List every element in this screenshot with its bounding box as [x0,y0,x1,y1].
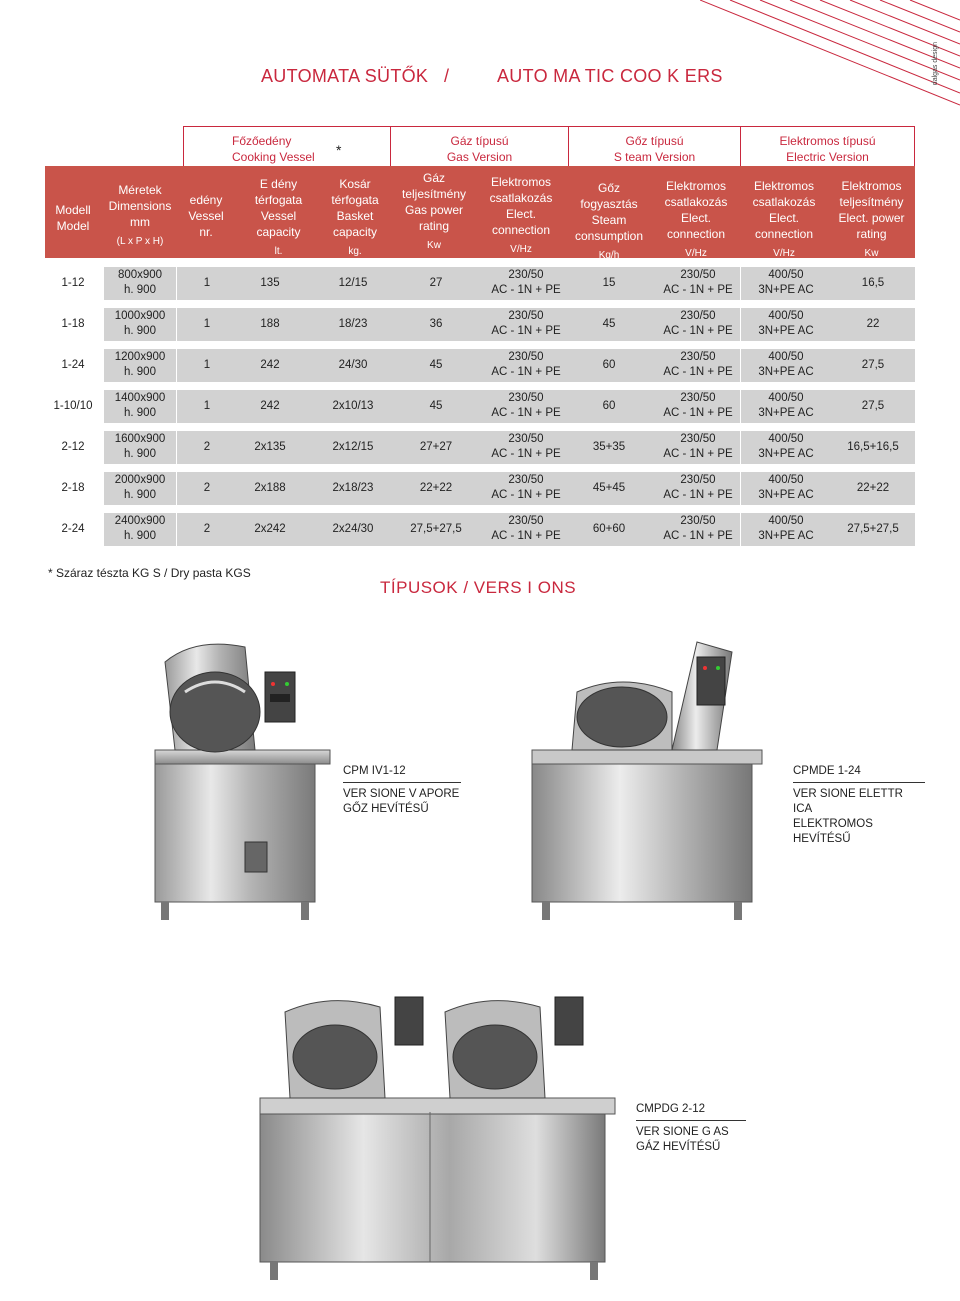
cell-el-kw [832,399,914,414]
cell-value: AC - 1N + PE [663,284,733,296]
machine-gas-image [250,962,620,1282]
version-steam [343,764,461,817]
cell-nr [184,399,230,414]
header-col-7-line: fogyasztás [580,197,638,211]
column-divider [176,266,177,553]
cell-el-v [740,309,832,339]
cell-value: 2x135 [254,441,286,453]
title-hungarian: AUTOMATA SÜTŐK [261,66,429,86]
cell-vessel [230,276,310,291]
header-col-2-line: Vessel [188,209,224,223]
cell-value: 230/50 [508,433,544,445]
version-steam-hu: GŐZ HEVÍTÉSŰ [343,803,429,815]
cell-value: 27 [429,277,443,289]
cell-value: 1000x900 [114,310,166,322]
cell-nr [184,522,230,537]
machine-steam-image [135,632,335,922]
cell-value: 60 [602,359,616,371]
versions-title: TÍPUSOK / VERS I ONS [380,578,577,597]
cell-basket [310,481,396,496]
version-gas-code: CMPDG 2-12 [636,1102,746,1121]
cell-value: h. 900 [124,489,156,501]
cell-value: 230/50 [508,515,544,527]
cell-value: 1 [203,359,211,371]
cell-dim [104,514,176,544]
cell-nr [184,440,230,455]
cell-el-v [740,432,832,462]
cell-vessel [230,399,310,414]
header-col-9-line: Elect. [768,211,799,225]
cell-value: h. 900 [124,325,156,337]
cell-value: 1600x900 [114,433,166,445]
cell-value: 2x188 [254,482,286,494]
cell-value: 2-18 [61,482,85,494]
cell-value: 27,5+27,5 [847,523,899,535]
group-vessel-hu: Főzőedény [232,134,292,148]
cell-value: 2x24/30 [332,523,374,535]
header-col-5-line: rating [418,219,450,233]
cell-value: 188 [260,318,280,330]
cell-gas-kw [396,399,476,414]
logo-text: dalgas design [932,42,939,86]
header-col-8-line: csatlakozás [664,195,728,209]
cell-value: AC - 1N + PE [491,284,561,296]
cell-value: 1 [203,277,211,289]
header-col-5-line: Gas power [404,203,464,217]
header-col-7 [566,180,652,264]
cell-value: 2400x900 [114,515,166,527]
header-col-3-unit: lt. [274,246,283,257]
header-col-6-line: connection [491,223,551,237]
version-electric-it: VER SIONE ELETTR ICA [793,788,903,815]
group-vessel-en: Cooking Vessel [232,150,315,164]
cell-value: 3N+PE AC [758,530,814,542]
header-col-3-line: capacity [256,225,301,239]
cell-steam [572,358,646,373]
cell-value: 2 [203,482,211,494]
version-electric [793,764,925,847]
cell-gas-v [476,309,576,339]
header-col-10-unit: Kw [864,248,879,259]
cell-gas-kw [396,358,476,373]
cell-dim [104,391,176,421]
header-col-10-line: Elektromos [841,179,902,193]
header-col-1 [101,182,179,250]
header-col-10-line: teljesítmény [839,195,904,209]
header-col-6-line: Elektromos [490,175,552,189]
cell-value: 22+22 [856,482,890,494]
cell-dim [104,268,176,298]
cell-value: 3N+PE AC [758,325,814,337]
header-col-0-line: Model [56,219,90,233]
cell-value: AC - 1N + PE [491,325,561,337]
corner-decoration [700,0,960,140]
cell-value: 45 [602,318,616,330]
cell-value: 230/50 [680,433,716,445]
cell-value: 22+22 [419,482,453,494]
header-col-9 [740,178,828,262]
header-col-6 [476,174,566,258]
cell-dim [104,473,176,503]
header-col-4-line: Kosár [339,177,371,191]
cell-el-v [740,391,832,421]
cell-steam [572,276,646,291]
cell-value: AC - 1N + PE [491,489,561,501]
cell-value: 3N+PE AC [758,366,814,378]
cell-value: 230/50 [680,515,716,527]
cell-el-v [740,268,832,298]
cell-vessel [230,481,310,496]
cell-value: h. 900 [124,366,156,378]
cell-value: 27,5 [861,400,885,412]
header-col-0-line: Modell [55,203,91,217]
version-gas-hu: GÁZ HEVÍTÉSŰ [636,1141,721,1153]
cell-value: 2x242 [254,523,286,535]
header-col-6-line: Elect. [505,207,536,221]
column-divider [740,266,741,553]
header-col-5-line: Gáz [422,171,445,185]
cell-gas-kw [396,440,476,455]
cell-value: 400/50 [768,392,804,404]
cell-vessel [230,522,310,537]
cell-value: 1-18 [61,318,85,330]
header-col-7-line: Gőz [597,181,620,195]
cell-gas-v [476,268,576,298]
machine-electric-image [522,632,772,922]
cell-basket [310,399,396,414]
cell-value: 135 [260,277,280,289]
cell-steam [572,399,646,414]
header-col-5-line: teljesítmény [401,187,467,201]
cell-vessel [230,358,310,373]
header-col-10-line: rating [856,227,887,241]
cell-value: 230/50 [508,310,544,322]
cell-steam [572,317,646,332]
header-col-5-unit: Kw [427,240,441,251]
cell-value: 230/50 [680,351,716,363]
cell-gas-v [476,432,576,462]
cell-st-v [646,350,750,380]
cell-el-v [740,514,832,544]
group-steam-en: S team Version [613,150,696,164]
cell-el-kw [832,276,914,291]
header-col-9-line: connection [754,227,814,241]
cell-st-v [646,432,750,462]
cell-value: 400/50 [768,351,804,363]
cell-model [45,358,101,373]
cell-value: AC - 1N + PE [663,366,733,378]
cell-model [45,481,101,496]
version-electric-hu: ELEKTROMOS HEVÍTÉSŰ [793,818,873,845]
footnote-marker: * [336,142,342,158]
cell-value: 18/23 [338,318,368,330]
group-steam-hu: Gőz típusú [625,134,684,148]
cell-value: 2x10/13 [332,400,374,412]
header-col-3 [231,176,326,260]
cell-steam [572,440,646,455]
cell-el-v [740,350,832,380]
header-col-9-line: Elektromos [753,179,815,193]
cell-st-v [646,309,750,339]
cell-value: 242 [260,359,280,371]
cell-value: 230/50 [508,351,544,363]
cell-st-v [646,391,750,421]
cell-value: AC - 1N + PE [491,366,561,378]
cell-el-kw [832,522,914,537]
cell-el-kw [832,481,914,496]
cell-value: 2 [203,523,211,535]
cell-value: 16,5+16,5 [847,441,899,453]
cell-basket [310,522,396,537]
cell-value: 230/50 [680,474,716,486]
cell-value: 400/50 [768,269,804,281]
group-gas [390,126,568,166]
title-separator: / [444,66,450,86]
header-col-8-line: Elektromos [665,179,727,193]
cell-el-kw [832,440,914,455]
header-col-2 [181,192,231,240]
cell-value: 230/50 [508,269,544,281]
cell-el-kw [832,317,914,332]
cell-nr [184,276,230,291]
header-col-5 [392,170,476,254]
cell-dim [104,309,176,339]
cell-gas-v [476,473,576,503]
cell-st-v [646,514,750,544]
version-gas-it: VER SIONE G AS [636,1126,729,1138]
cell-basket [310,358,396,373]
cell-value: 242 [260,400,280,412]
header-col-4-unit: kg. [348,246,362,257]
group-gas-en: Gas Version [446,150,513,164]
header-col-7-unit: Kg/h [598,250,620,261]
header-col-7-line: consumption [574,229,644,243]
cell-value: 12/15 [338,277,368,289]
cell-value: 230/50 [680,310,716,322]
header-col-4-line: Basket [336,209,374,223]
cell-dim [104,432,176,462]
group-steam [568,126,740,166]
header-col-0 [45,202,101,234]
header-col-4 [320,176,390,260]
cell-value: 45+45 [592,482,626,494]
header-col-6-unit: V/Hz [510,244,532,255]
cell-gas-kw [396,522,476,537]
header-col-8-line: Elect. [680,211,711,225]
cell-value: 35+35 [592,441,626,453]
cell-el-v [740,473,832,503]
cell-value: 16,5 [861,277,885,289]
cell-nr [184,481,230,496]
cell-value: 230/50 [508,392,544,404]
cell-value: 45 [429,359,443,371]
cell-value: 230/50 [508,474,544,486]
cell-model [45,399,101,414]
cell-value: h. 900 [124,284,156,296]
cell-value: 27+27 [419,441,453,453]
cell-value: h. 900 [124,530,156,542]
cell-value: 1400x900 [114,392,166,404]
cell-nr [184,317,230,332]
cell-basket [310,317,396,332]
cell-vessel [230,317,310,332]
cell-value: 27,5 [861,359,885,371]
header-col-6-line: csatlakozás [489,191,553,205]
cell-value: 230/50 [680,392,716,404]
title-english: AUTO MA TIC COO K ERS [497,66,723,86]
cell-value: AC - 1N + PE [663,530,733,542]
cell-value: AC - 1N + PE [663,407,733,419]
cell-value: 2000x900 [114,474,166,486]
cell-steam [572,481,646,496]
group-vessel [183,126,390,166]
footnote: * Száraz tészta KG S / Dry pasta KGS [48,566,251,580]
header-col-3-line: E dény [259,177,298,191]
header-col-10 [828,178,915,262]
cell-value: h. 900 [124,407,156,419]
cell-st-v [646,268,750,298]
cell-value: 36 [429,318,443,330]
header-col-8-unit: V/Hz [685,248,707,259]
cell-gas-kw [396,317,476,332]
cell-gas-v [476,391,576,421]
group-gas-hu: Gáz típusú [450,134,509,148]
cell-value: 400/50 [768,433,804,445]
cell-value: AC - 1N + PE [663,325,733,337]
cell-value: 1200x900 [114,351,166,363]
group-electric-en: Electric Version [786,150,869,164]
version-gas [636,1102,746,1155]
cell-gas-kw [396,276,476,291]
cell-value: 1 [203,318,211,330]
cell-value: 27,5+27,5 [410,523,462,535]
header-col-1-unit: (L x P x H) [116,236,164,247]
cell-value: 3N+PE AC [758,407,814,419]
group-electric-hu: Elektromos típusú [779,134,876,148]
cell-model [45,276,101,291]
cell-gas-v [476,514,576,544]
cell-value: 400/50 [768,310,804,322]
cell-value: AC - 1N + PE [491,407,561,419]
cell-el-kw [832,358,914,373]
header-col-3-line: Vessel [260,209,297,223]
header-col-9-line: csatlakozás [752,195,816,209]
header-col-7-line: Steam [591,213,627,227]
header-col-1-line: mm [130,215,150,229]
cell-value: 3N+PE AC [758,284,814,296]
cell-basket [310,440,396,455]
cell-value: 15 [602,277,616,289]
header-col-2-line: edény [189,193,223,207]
cell-basket [310,276,396,291]
version-steam-code: CPM IV1-12 [343,764,461,783]
cell-value: 1-24 [61,359,85,371]
cell-gas-v [476,350,576,380]
header-col-1-line: Dimensions [108,199,172,213]
header-col-9-unit: V/Hz [773,248,795,259]
cell-value: 60+60 [592,523,626,535]
cell-value: h. 900 [124,448,156,460]
header-col-4-line: capacity [332,225,378,239]
cell-value: 45 [429,400,443,412]
cell-value: 22 [866,318,880,330]
cell-value: 24/30 [338,359,368,371]
cell-value: AC - 1N + PE [491,530,561,542]
version-steam-it: VER SIONE V APORE [343,788,460,800]
cell-value: 2x12/15 [332,441,374,453]
header-col-8 [652,178,740,262]
cell-value: 400/50 [768,474,804,486]
version-electric-code: CPMDE 1-24 [793,764,925,783]
header-col-1-line: Méretek [118,183,162,197]
cell-value: 1 [203,400,211,412]
cell-nr [184,358,230,373]
cell-value: 230/50 [680,269,716,281]
group-electric [740,126,915,166]
cell-value: 1-12 [61,277,85,289]
cell-value: 3N+PE AC [758,448,814,460]
header-col-4-line: térfogata [331,193,379,207]
cell-dim [104,350,176,380]
cell-value: AC - 1N + PE [663,489,733,501]
cell-gas-kw [396,481,476,496]
cell-value: AC - 1N + PE [663,448,733,460]
cell-vessel [230,440,310,455]
header-col-2-line: nr. [199,225,213,239]
cell-steam [572,522,646,537]
cell-model [45,317,101,332]
cell-model [45,440,101,455]
cell-model [45,522,101,537]
cell-value: 2-12 [61,441,85,453]
cell-value: 3N+PE AC [758,489,814,501]
header-col-8-line: connection [666,227,726,241]
cell-value: 2-24 [61,523,85,535]
cell-value: 60 [602,400,616,412]
cell-st-v [646,473,750,503]
cell-value: 2x18/23 [332,482,374,494]
cell-value: 1-10/10 [53,400,93,412]
header-col-3-line: térfogata [254,193,303,207]
header-col-10-line: Elect. power [838,211,905,225]
logo-mark [932,42,939,85]
cell-value: 2 [203,441,211,453]
cell-value: 400/50 [768,515,804,527]
cell-value: 800x900 [117,269,163,281]
cell-value: AC - 1N + PE [491,448,561,460]
